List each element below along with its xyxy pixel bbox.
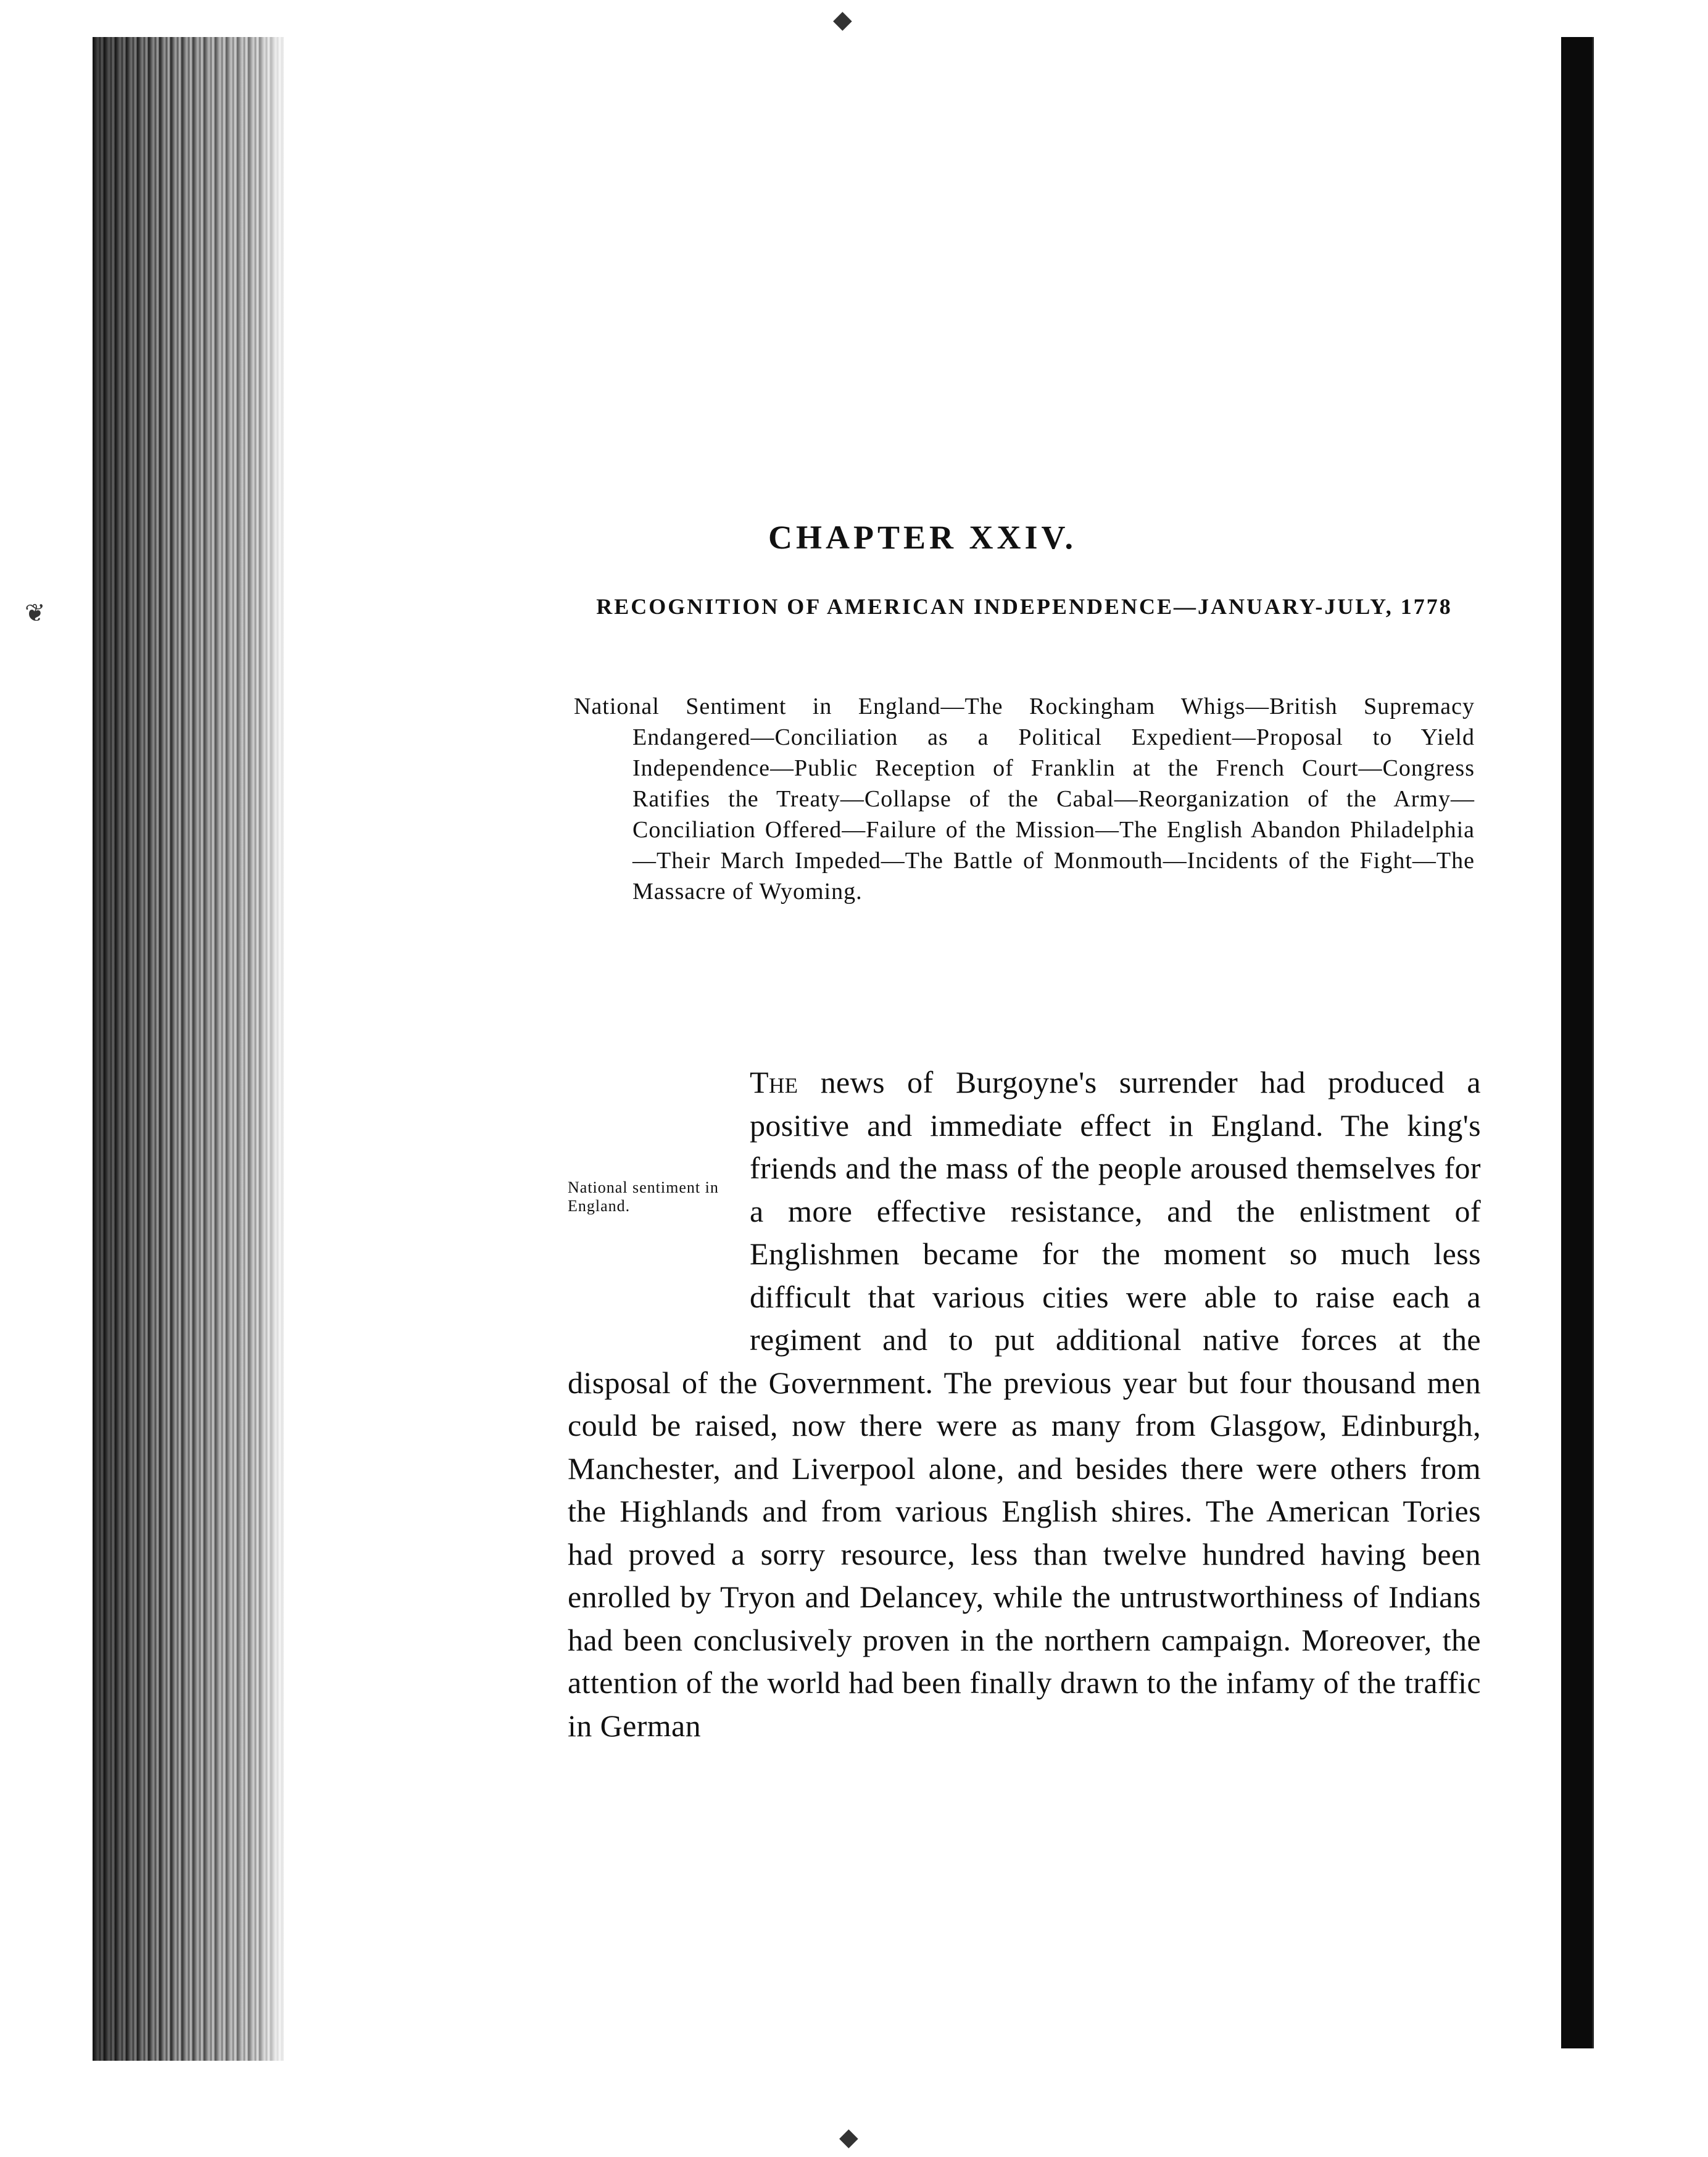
chapter-title: CHAPTER XXIV. (768, 519, 1077, 556)
book-page (284, 49, 1561, 2011)
book-page-edges (93, 37, 284, 2061)
lead-word: The (750, 1065, 798, 1099)
scan-speck: ❦ (25, 599, 46, 627)
book-gutter (1561, 37, 1592, 2048)
scan-speck: ◆ (833, 6, 852, 33)
margin-note: National sentiment in England. (568, 1178, 719, 1215)
margin-note-space (568, 1148, 750, 1320)
chapter-heading: RECOGNITION OF AMERICAN INDEPENDENCE—JANUARY-JULY, 1778 (596, 594, 1453, 619)
body-text: news of Burgoyne's surrender had produced a positive and immediate effect in England. The king's friends and the mass of the people aroused themselves for a more effective resistance, and the enlistment of Englishmen became for the moment so much less difficult that various cities were able to raise each a regiment and to put additional native forces at the disposal of the Government. The previous year but four thousand men could be raised, now there were as many from Glasgow, Edinburgh, Manchester, and Liverpool alone, and besides there were others from the Highlands and from various English shires. The American Tories had proved a sorry resource, less than twelve hundred having been enrolled by Tryon and Delancey, while the untrustworthiness of Indians had been conclusively proven in the northern campaign. Moreover, the attention of the world had been finally drawn to the infamy of the traffic in German (568, 1065, 1481, 1743)
facing-page-edge (1592, 37, 1708, 2048)
body-paragraph (568, 1061, 1481, 1747)
scan-speck: ◆ (839, 2123, 858, 2151)
chapter-synopsis: National Sentiment in England—The Rockingham Whigs—British Supremacy Endangered—Conciliation as a Political Expedient—Proposal to Yield Independence—Public Reception of Franklin at the French Court—Congress Ratifies the Treaty—Collapse of the Cabal—Reorganization of the Army—Conciliation Offered—Failure of the Mission—The English Abandon Philadelphia—Their March Impeded—The Battle of Monmouth—Incidents of the Fight—The Massacre of Wyoming. (574, 693, 1475, 905)
